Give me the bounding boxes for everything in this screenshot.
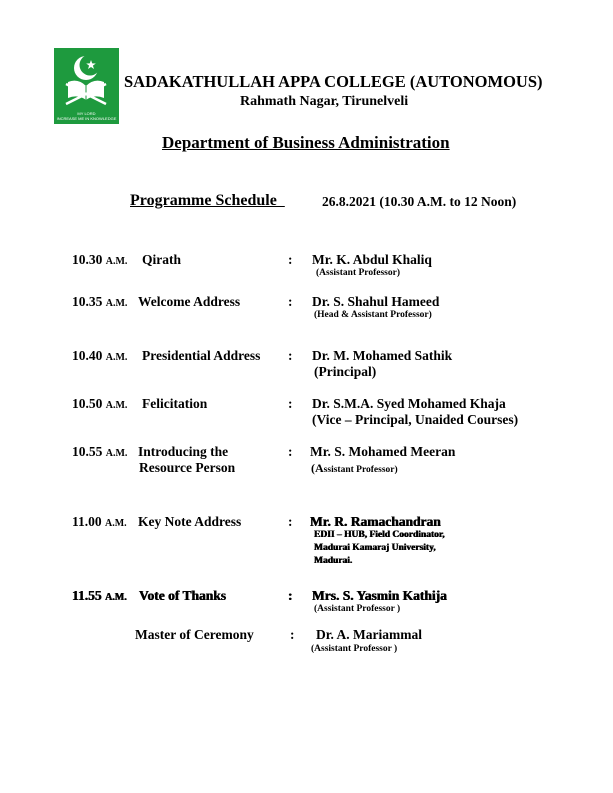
item-event: Master of Ceremony [135,627,254,642]
item-event: Qirath [142,252,181,267]
item-event: Welcome Address [138,294,241,309]
item-colon: : [290,627,295,642]
item-colon: : [288,348,293,363]
item-person-detail: Madurai. [314,556,353,566]
time-value: 10.50 [72,396,103,411]
item-time [72,252,127,268]
item-person: Dr. S. Shahul Hameed [312,294,440,309]
time-value: 11.00 [72,514,102,529]
role-rest: ssistant Professor) [323,465,398,475]
item-person-detail: Madurai Kamaraj University, [314,543,436,553]
college-location: Rahmath Nagar, Tirunelveli [240,94,409,109]
item-colon: : [288,588,293,603]
item-person-role: (Assistant Professor ) [311,644,398,654]
item-person-role: (Vice – Principal, Unaided Courses) [312,412,519,427]
item-person: Dr. S.M.A. Syed Mohamed Khaja [312,396,506,411]
crescent-star-quran-icon [54,48,119,110]
time-ampm: A.M. [105,592,127,603]
item-colon: : [288,396,293,411]
time-ampm: A.M. [105,518,127,529]
item-person: Dr. A. Mariammal [316,627,422,642]
time-ampm: A.M. [105,298,128,309]
item-time [72,514,127,530]
item-person-role: (Head & Assistant Professor) [314,310,432,320]
logo-motto-line2: INCREASE ME IN KNOWLEDGE [56,116,117,121]
item-colon: : [288,444,293,459]
time-ampm: A.M. [105,256,128,267]
item-person-role: (Principal) [314,364,377,379]
item-event: Key Note Address [138,514,242,529]
department-title: Department of Business Administration [162,133,450,152]
time-value: 11.55 [72,588,102,603]
item-person: Mr. K. Abdul Khaliq [312,252,432,267]
item-person-role: (Assistant Professor) [316,268,400,278]
item-time [72,588,127,604]
college-name: SADAKATHULLAH APPA COLLEGE (AUTONOMOUS) [124,72,543,91]
time-value: 10.40 [72,348,103,363]
item-person: Mrs. S. Yasmin Kathija [312,588,447,603]
item-person: Dr. M. Mohamed Sathik [312,348,453,363]
college-logo [54,48,119,124]
item-event-line2: Resource Person [139,460,236,475]
item-event: Presidential Address [142,348,261,363]
item-event: Vote of Thanks [139,588,227,603]
item-time [72,396,127,412]
item-person-role [311,461,398,476]
item-time [72,444,127,460]
item-colon: : [288,294,293,309]
time-ampm: A.M. [105,448,128,459]
time-value: 10.30 [72,252,103,267]
time-ampm: A.M. [105,352,128,363]
item-colon: : [288,514,293,529]
role-cap: (A [311,461,324,475]
schedule-date-time: 26.8.2021 (10.30 A.M. to 12 Noon) [322,194,517,209]
schedule-title: Programme Schedule [130,192,285,209]
time-value: 10.55 [72,444,103,459]
item-person: Mr. R. Ramachandran [310,514,441,529]
item-event: Introducing the [138,444,229,459]
item-time [72,294,127,310]
logo-motto-line1: MY LORD [77,111,96,116]
item-person-role: (Assistant Professor ) [314,604,401,614]
time-value: 10.35 [72,294,103,309]
time-ampm: A.M. [105,400,128,411]
item-person-detail: EDII – HUB, Field Coordinator, [314,530,445,540]
item-time [72,348,127,364]
item-event: Felicitation [142,396,208,411]
item-colon: : [288,252,293,267]
item-person: Mr. S. Mohamed Meeran [310,444,456,459]
